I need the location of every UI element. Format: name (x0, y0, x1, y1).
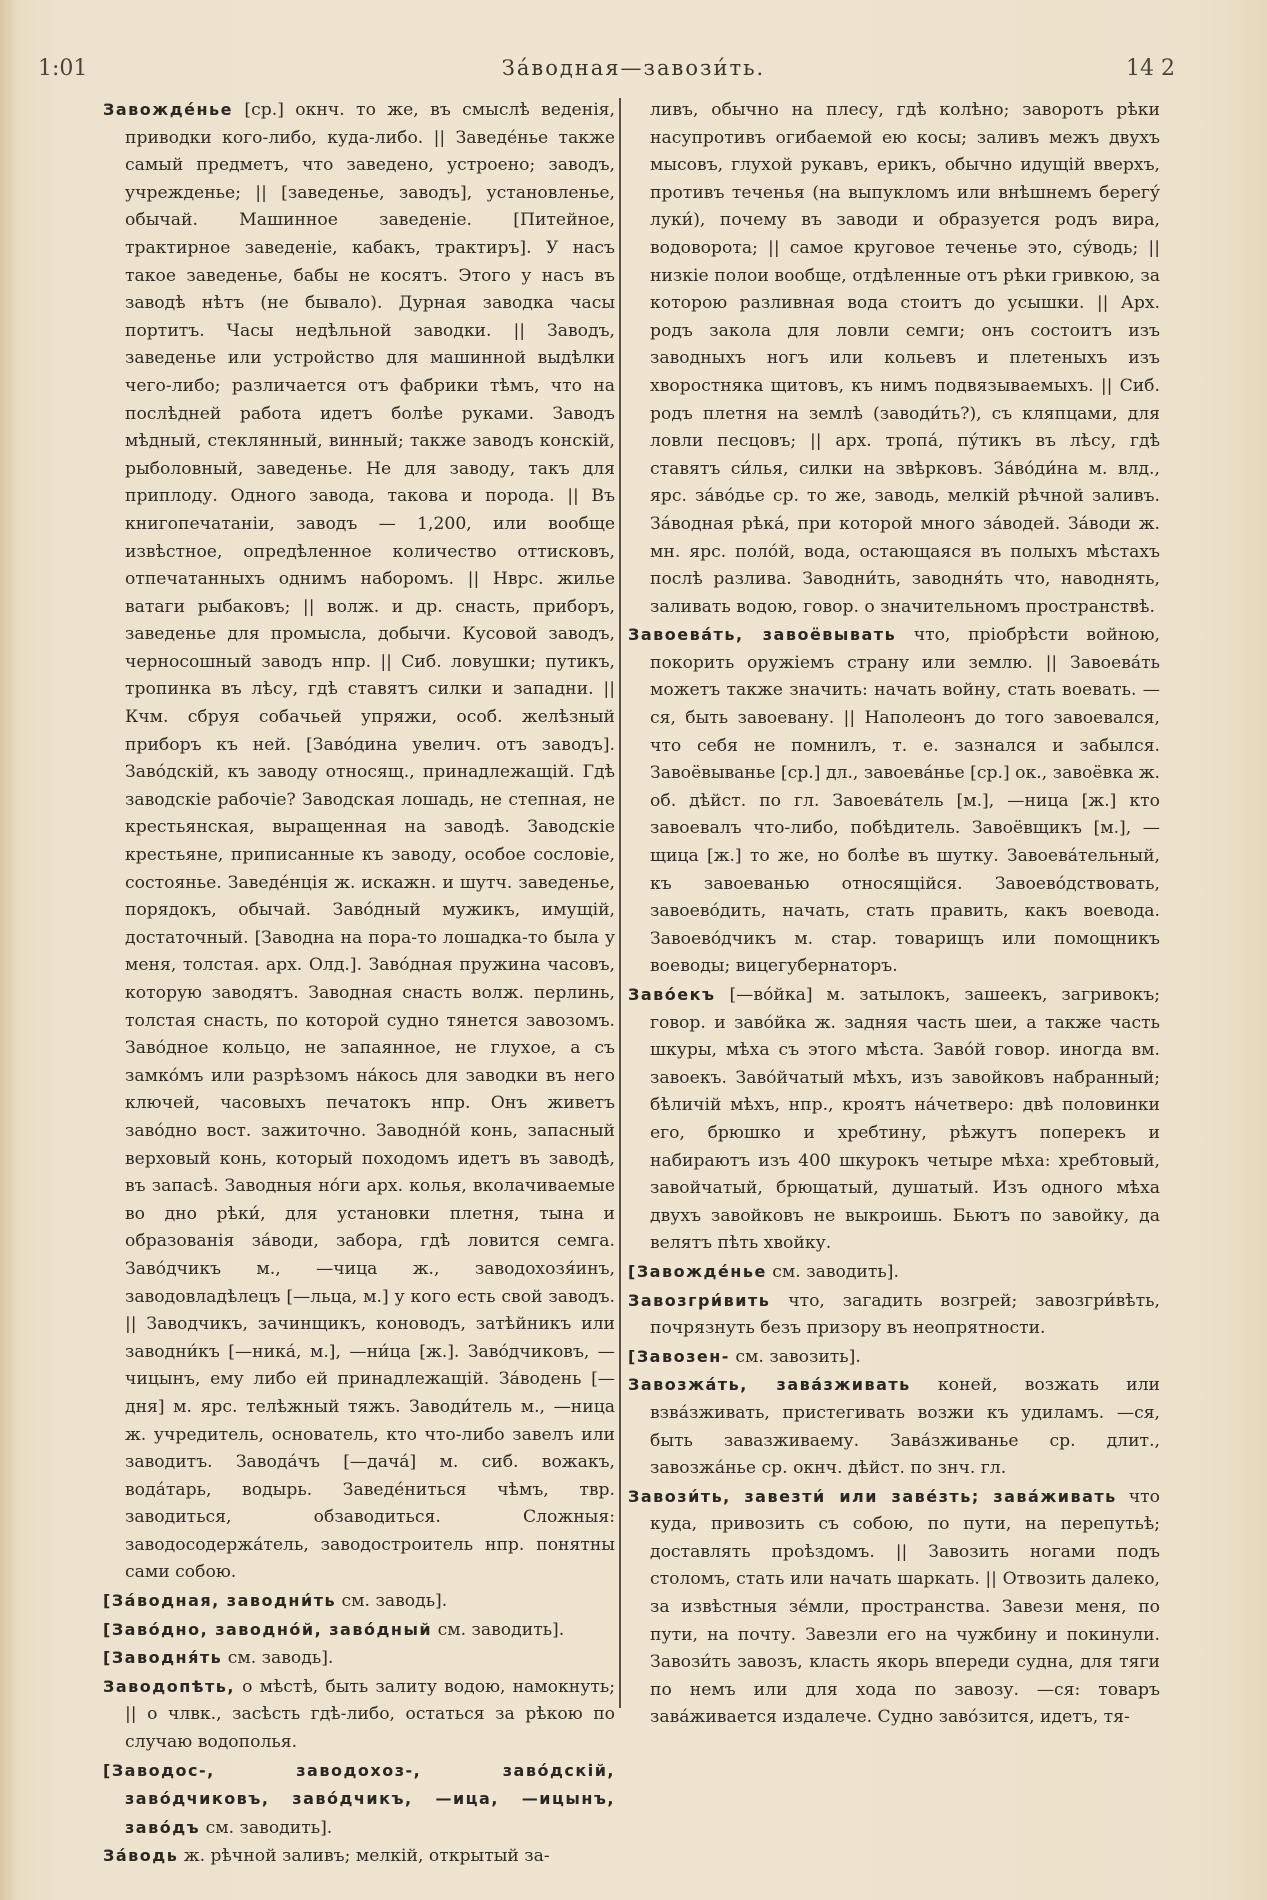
headword: Заво́екъ (628, 985, 716, 1004)
dictionary-entry (103, 1757, 615, 1843)
headword: [За́водная, заводни́ть (103, 1591, 337, 1611)
right-column (628, 96, 1160, 1732)
headword: [Заводня́ть (103, 1648, 223, 1668)
running-title: За́водная—завози́ть. (501, 56, 766, 80)
entry-text: ж. рѣчной заливъ; мелкій, открытый за- (178, 1846, 550, 1867)
entry-text: см. заводь]. (336, 1591, 448, 1612)
entry-text: что, пріобрѣсти войною, покорить оружіемъ страну или землю. || Завоева́ть можетъ также значить: начать войну, стать воевать. —ся, быть завоевану. || Наполеонъ до того завоевался, что себя не помнилъ, т. е. зазнался и забылся. Завоёвыванье [ср.] дл., завоева́нье [ср.] ок., завоёвка ж. об. дѣйст. по гл. Завоева́тель [м.], —ница [ж.] кто завоевалъ что-либо, побѣдитель. Завоёвщикъ [м.], —щица [ж.] то же, но болѣе въ шутку. Завоева́тельный, къ завоеванью относящійся. Завоево́дствовать, завоево́дить, начать, стать править, какъ воевода. Завоево́дчикъ м. стар. товарищъ или помощникъ воеводы; вицегубернаторъ. (650, 625, 1161, 977)
entry-text: что куда, привозить съ собою, по пути, на перепутьѣ; доставлять проѣздомъ. || Завозить ногами подъ столомъ, стать или начать шаркать. || Отвозить далеко, за извѣстныя зе́мли, пространства. Завези меня, по пути, на почту. Завезли его на чужбину и покинули. Завози́ть завозъ, класть якорь впереди судна, для тяги по немъ или для хода по завозу. —ся: товаръ зава́живается издалече. Судно заво́зится, идетъ, тя- (650, 1486, 1160, 1728)
page-number-right: 14 2 (1126, 56, 1175, 81)
dictionary-entry (628, 1258, 1160, 1287)
dictionary-entry (103, 96, 615, 1587)
entry-text: [—во́йка] м. затылокъ, зашеекъ, загривокъ; говор. и заво́йка ж. задняя часть шеи, а также часть шкуры, мѣха съ этого мѣста. Заво́й говор. иногда вм. завоекъ. Заво́йчатый мѣхъ, изъ завойковъ набранный; бѣличій мѣхъ, нпр., кроятъ на́четверо: двѣ половинки его, брюшко и хребтину, рѣжутъ поперекъ и набираютъ изъ 400 шкурокъ четыре мѣха: хребтовый, завойчатый, брющатый, душатый. Изъ одного мѣха двухъ завойковъ не выкроишь. Бьютъ по завойку, да велятъ пѣть хвойку. (650, 985, 1160, 1254)
entry-text: см. заводить]. (432, 1619, 565, 1640)
page-number-left: 1:01 (38, 56, 88, 81)
dictionary-entry (103, 1616, 615, 1645)
dictionary-entry (628, 1343, 1160, 1372)
dictionary-entry-continuation (628, 96, 1160, 621)
dictionary-entry (628, 1483, 1160, 1732)
headword: Завозгри́вить (628, 1290, 771, 1310)
headword: За́водь (103, 1846, 179, 1866)
entry-text: [ср.] окнч. то же, въ смыслѣ веденія, приводки кого-либо, куда-либо. || Заведе́нье также самый предметъ, что заведено, устроено; заводъ, учрежденье; || [заведенье, заводъ], установленье, обычай. Машинное заведеніе. [Питейное, трактирное заведеніе, кабакъ, трактиръ]. У насъ такое заведенье, бабы не косятъ. Этого у насъ въ заводѣ нѣтъ (не бывало). Дурная заводка часы портитъ. Часы недѣльной заводки. || Заводъ, заведенье или устройство для машинной выдѣлки чего-либо; различается отъ фабрики тѣмъ, что на послѣдней работа идетъ болѣе руками. Заводъ мѣдный, стеклянный, винный; также заводъ конскій, рыболовный, заведенье. Не для заводу, такъ для приплоду. Одного завода, такова и порода. || Въ книгопечатаніи, заводъ — 1,200, или вообще извѣстное, опредѣленное количество оттисковъ, отпечатанныхъ однимъ наборомъ. || Нврс. жилье ватаги рыбаковъ; || волж. и др. снасть, приборъ, заведенье для промысла, добычи. Кусовой заводъ, черносошный заводъ нпр. || Сиб. ловушки; путикъ, тропинка въ лѣсу, гдѣ ставятъ силки и западни. || Кчм. сбруя собачьей упряжи, особ. желѣзный приборъ къ ней. [Заво́дина увелич. отъ заводъ]. Заво́дскій, къ заводу относящ., принадлежащій. Гдѣ заводскіе рабочіе? Заводская лошадь, не степная, не крестьянская, выращенная на заводѣ. Заводскіе крестьяне, приписанные къ заводу, особое сословіе, состоянье. Заведе́нція ж. искажн. и шутч. заведенье, порядокъ, обычай. Заво́дный мужикъ, имущій, достаточный. [Заводна на пора-то лошадка-то была у меня, толстая. арх. Олд.]. Заво́дная пружина часовъ, которую заводятъ. Заводная снасть волж. перлинь, толстая снасть, по которой судно тянется завозомъ. Заво́дное кольцо, не запаянное, не глухое, а съ замко́мъ или разрѣзомъ на́кось для заводки въ него ключей, часовыхъ печатокъ нпр. Онъ живетъ заво́дно вост. зажиточно. Заводно́й конь, запасный верховый конь, который походомъ идетъ въ заводѣ, въ запасѣ. Заводныя но́ги арх. колья, вколачиваемые во дно рѣки́, для установки плетня, тына и образованія за́води, забора, гдѣ ловится семга. Заво́дчикъ м., —чица ж., заводохозя́инъ, заводовладѣлецъ [—льца, м.] у кого есть свой заводъ. || Заводчикъ, зачинщикъ, коноводъ, затѣйникъ или заводни́къ [—ника́, м.], —ни́ца [ж.]. Заво́дчиковъ, —чицынъ, ему либо ей принадлежащій. За́водень [—дня] м. ярс. телѣжный тяжъ. Заводи́тель м., —ница ж. учредитель, основатель, кто что-либо завелъ или заводитъ. Завода́чъ [—дача́] м. сиб. вожакъ, вода́тарь, водырь. Заведе́ниться чѣмъ, твр. заводиться, обзаводиться. Сложныя: заводосодержа́тель, заводостроитель нпр. понятны сами собою. (125, 100, 615, 1583)
entry-text: о мѣстѣ, быть залиту водою, намокнуть; || о члвк., засѣсть гдѣ-либо, остаться за рѣкою по случаю водополья. (125, 1676, 615, 1753)
dictionary-entry (628, 1287, 1160, 1343)
page-header (0, 48, 1267, 88)
headword: Завожде́нье (103, 100, 233, 119)
entry-text: см. завозить]. (729, 1346, 861, 1367)
headword: Завозжа́ть, зава́зживать (628, 1375, 911, 1395)
headword: Заводопѣть, (103, 1676, 235, 1696)
dictionary-entry (628, 1371, 1160, 1482)
entry-text: см. заводь]. (222, 1648, 334, 1669)
dictionary-entry (103, 1842, 615, 1871)
headword: [Завожде́нье (628, 1261, 767, 1281)
headword: [Заводос-, заводохоз-, заво́дскій, заво́дчиковъ, заво́дчикъ, —ица, —ицынъ, заво́дъ (103, 1760, 615, 1837)
entry-text: см. заводить]. (766, 1261, 899, 1282)
headword: [Заво́дно, заводно́й, заво́дный (103, 1619, 433, 1639)
dictionary-entry (103, 1644, 615, 1673)
entry-text: см. заводить]. (200, 1817, 333, 1838)
entry-text: коней, возжать или взва́зживать, пристегивать возжи къ удиламъ. —ся, быть завазживаему. Зава́зживанье ср. длит., завозжа́нье ср. окнч. дѣйст. по знч. гл. (650, 1375, 1160, 1479)
dictionary-entry (628, 981, 1160, 1258)
headword: Завози́ть, завезти́ или заве́зть; зава́живать (628, 1486, 1117, 1506)
entry-text: ливъ, обычно на плесу, гдѣ колѣно; заворотъ рѣки насупротивъ огибаемой ею косы; заливъ межъ двухъ мысовъ, глухой рукавъ, ерикъ, обычно идущій вверхъ, противъ теченья (на выпукломъ или внѣшнемъ берегу́ луки́), почему въ заводи и образуется родъ вира, водоворота; || самое круговое теченье это, су́водь; || низкіе полои вообще, отдѣленные отъ рѣки гривкою, за которою разливная вода стоитъ до усышки. || Арх. родъ закола для ловли семги; онъ состоитъ изъ заводныхъ ногъ или кольевъ и плетеныхъ изъ хворостняка щитовъ, къ нимъ подвязываемыхъ. || Сиб. родъ плетня на землѣ (заводи́ть?), съ кляпцами, для ловли песцовъ; || арх. тропа́, пу́тикъ въ лѣсу, гдѣ ставятъ си́лья, силки на звѣрковъ. За́во́ди́на м. влд., ярс. за́во́дье ср. то же, заводь, мелкій рѣчной заливъ. За́водная рѣка́, при которой много за́водей. За́води ж. мн. ярс. поло́й, вода, остающаяся въ полыхъ мѣстахъ послѣ разлива. Заводни́ть, заводня́ть что, наводнять, заливать водою, говор. о значительномъ пространствѣ. (650, 100, 1160, 617)
dictionary-entry (103, 1673, 615, 1757)
dictionary-entry (628, 621, 1160, 981)
headword: [Завозен- (628, 1346, 730, 1366)
headword: Завоева́ть, завоёвывать (628, 625, 897, 645)
left-column (103, 96, 615, 1871)
entry-text: что, загадить возгрей; завозгри́вѣть, почрязнуть безъ призору въ неопрятности. (650, 1290, 1160, 1339)
dictionary-entry (103, 1587, 615, 1616)
column-divider (619, 98, 621, 1708)
